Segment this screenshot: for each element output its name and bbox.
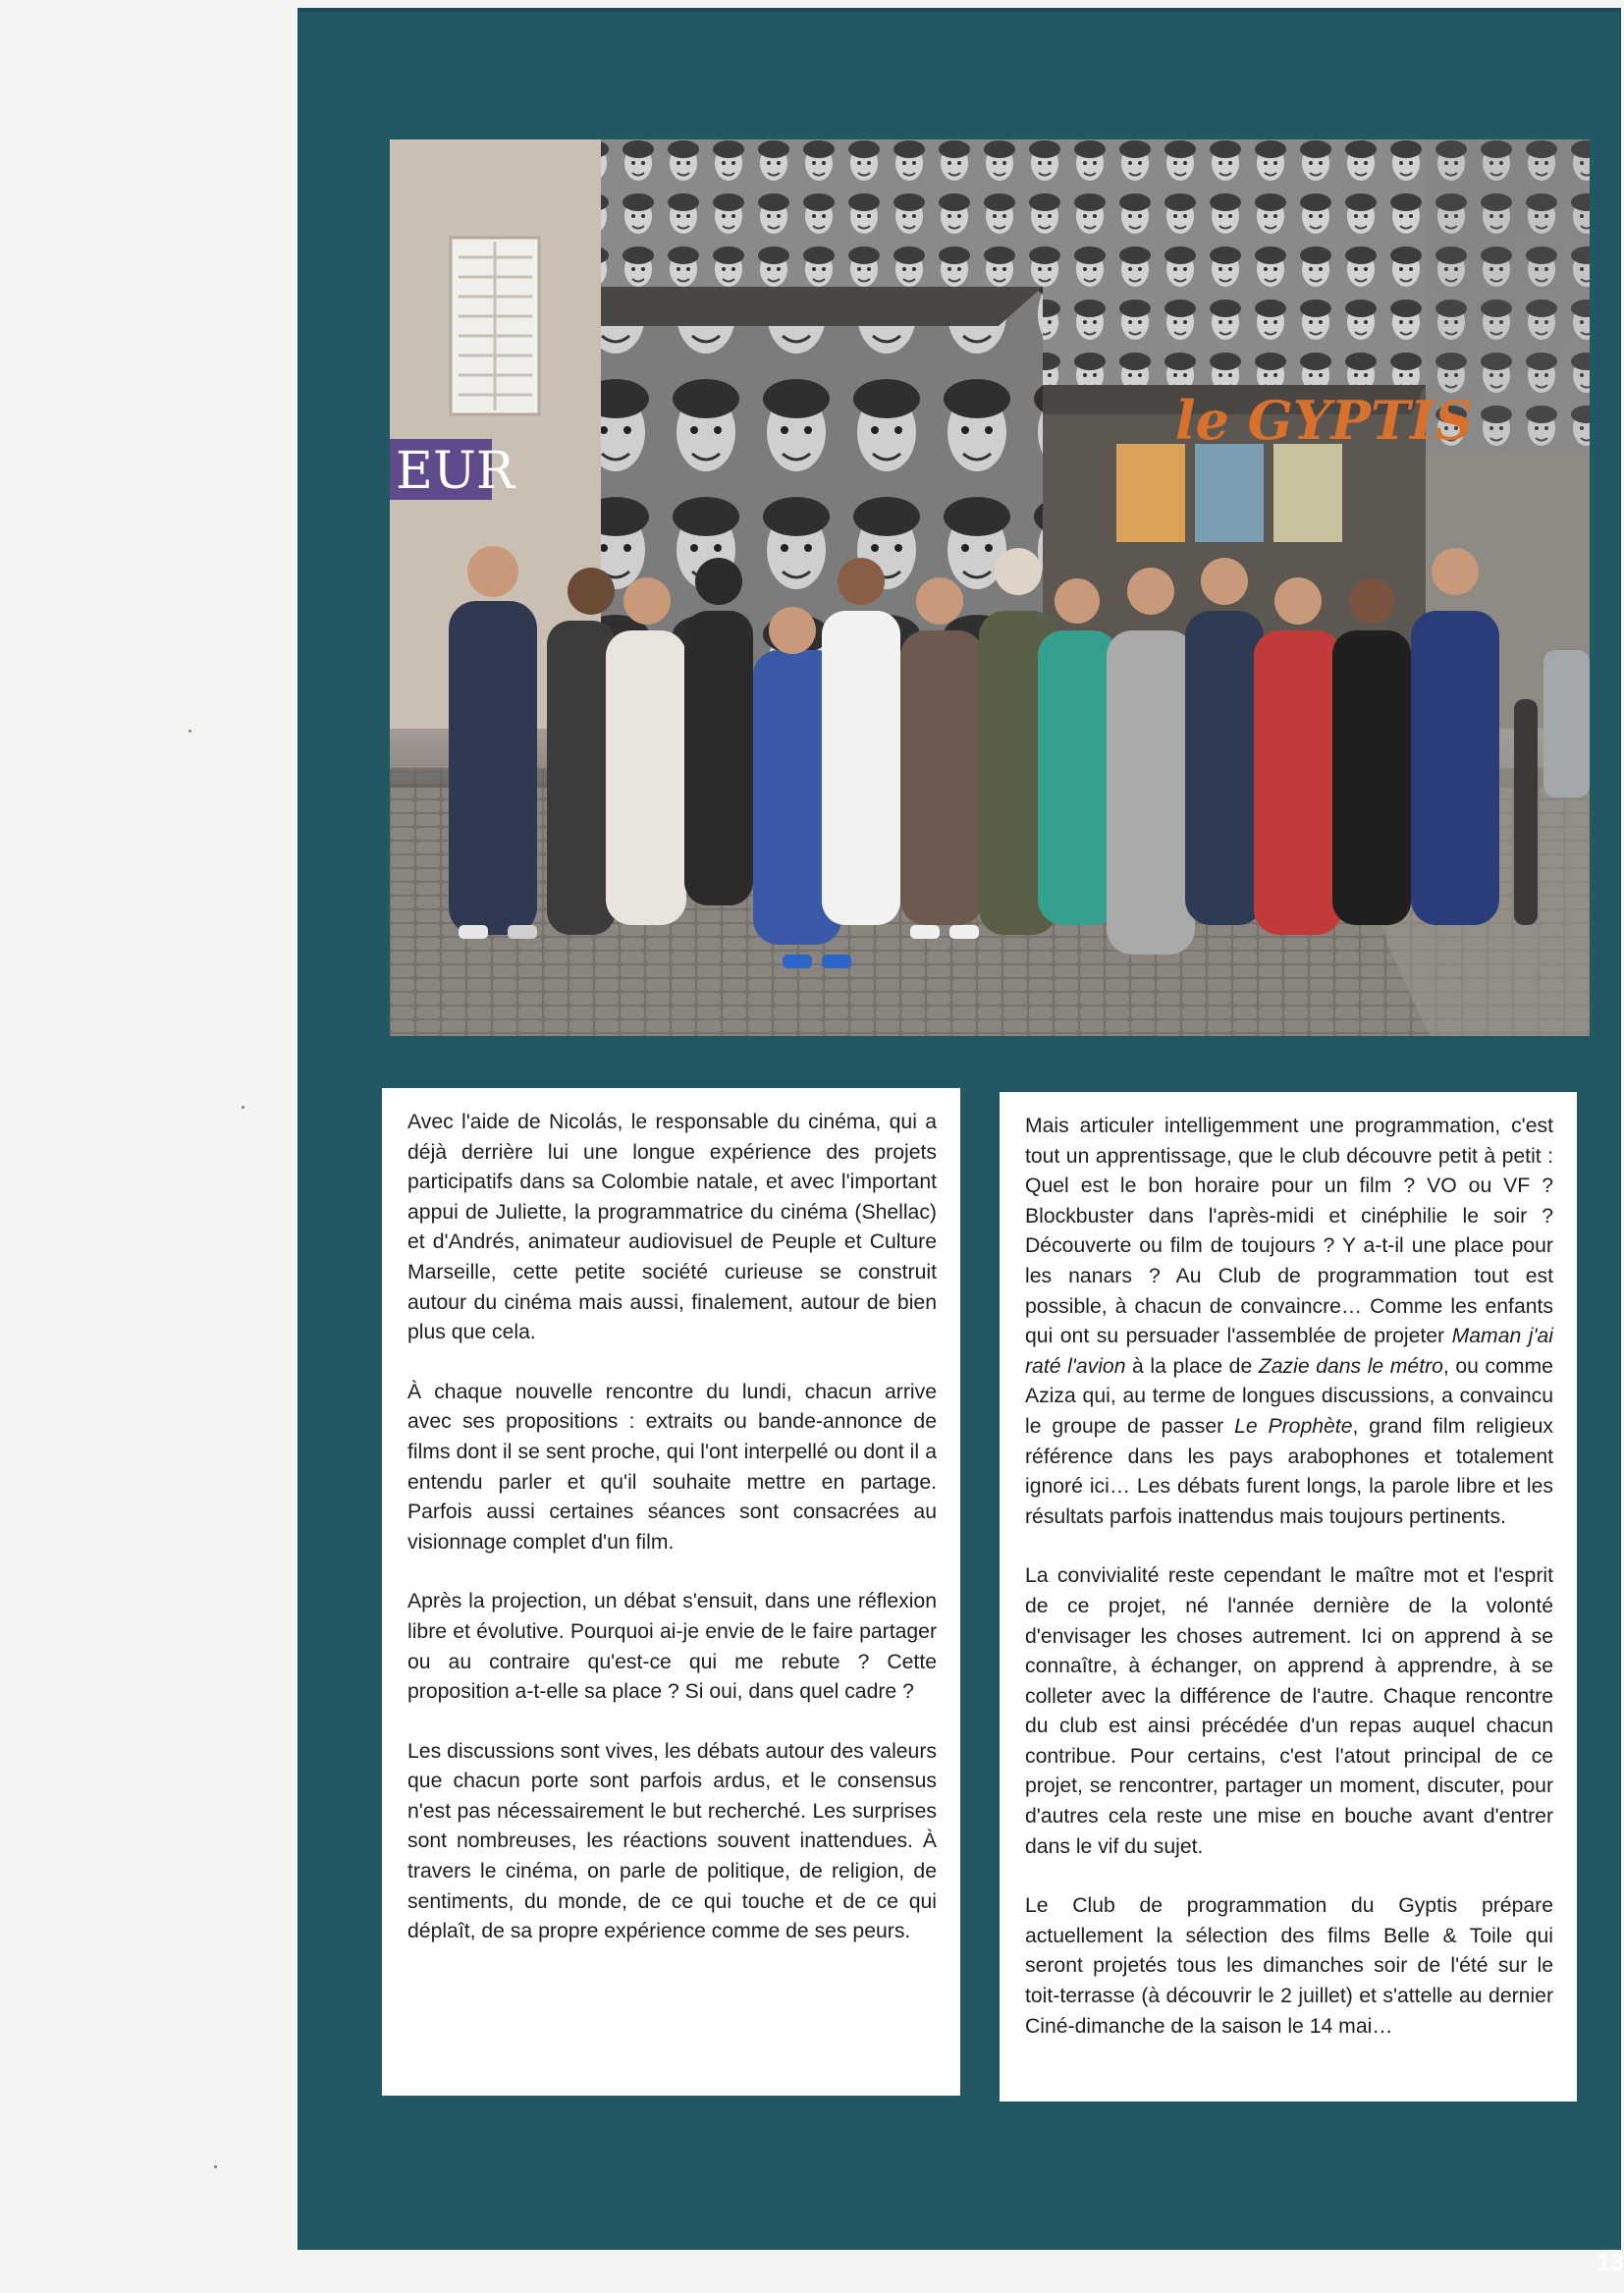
article-paragraph: À chaque nouvelle rencontre du lundi, chacun arrive avec ses propositions : extraits ou bande-annonce de films dont il se sent proche, qui l'ont interpellé ou dont il a entendu parler et qu'il souhaite mettre en partage. Parfois aussi certaines séances sont consacrées au visionnage complet d'un film. [407,1380,937,1554]
group-photo-illustration [390,139,1590,1036]
paragraph-text: , grand film religieux référence dans les pays arabophones et totalement ignoré ici… Les débats furent longs, la parole libre et les résultats parfois inattendus mais toujours pertinents. [1025,1414,1553,1528]
article-paragraph [1025,1112,1553,1532]
paper-speck [242,1106,244,1109]
paragraph-text: , ou comme Aziza qui, au terme de longues discussions, a convaincu le groupe de passer [1025,1354,1553,1438]
paragraph-text: Mais articuler intelligemment une programmation, c'est tout un apprentissage, que le club découvre petit à petit : Quel est le bon horaire pour un film ? VO ou VF ? Blockbuster dans l'après-midi et cinéphilie le soir ? Découverte ou film de toujours ? Y a-t-il une place pour les nanars ? Au Club de programmation tout est possible, à chacun de convaincre… Comme les enfants qui ont su persuader l'assemblée de projeter [1025,1115,1553,1348]
storefront-sign: EUR [396,442,514,501]
paper-speck [214,2165,217,2168]
article-paragraph: Les discussions sont vives, les débats autour des valeurs que chacun porte sont parfois ardus, et le consensus n'est pas nécessairement le but recherché. Les surprises sont nombreuses, les réactions souvent inattendues. À travers le cinéma, on parle de politique, de religion, de sentiments, du monde, de ce qui touche et de ce qui déplaît, de sa propre expérience comme de ses peurs. [407,1739,937,1943]
film-title: Maman j'ai raté l'avion [1025,1325,1553,1378]
film-title: Le Prophète [1234,1414,1353,1438]
paper-speck [189,730,191,733]
page-number: 13 [1597,2249,1624,2276]
article-paragraph: Après la projection, un débat s'ensuit, dans une réflexion libre et évolutive. Pourquoi ai-je envie de le faire partager ou au contraire qu'est-ce qui me rebute ? Cette proposition a-t-elle sa place ? Si oui, dans quel cadre ? [407,1590,937,1704]
article-column-left [382,1088,960,2096]
article-paragraph: Le Club de programmation du Gyptis prépare actuellement la sélection des films Belle & Toile qui seront projetés tous les dimanches soir de l'été sur le toit-terrasse (à découvrir le 2 juillet) et s'attelle au dernier Ciné-dimanche de la saison le 14 mai… [1025,1894,1553,2038]
paragraph-text: à la place de [1125,1354,1259,1378]
article-paragraph: La convivialité reste cependant le maître mot et l'esprit de ce projet, né l'année dernière de la volonté d'envisager les choses autrement. Ici on apprend à se connaître, à échanger, on apprend à apprendre, à se colleter avec la différence de l'autre. Chaque rencontre du club est ainsi précédée d'un repas auquel chacun contribue. Pour certains, c'est l'atout principal de ce projet, se rencontrer, partager un moment, discuter, pour d'autres cela reste une mise en bouche avant d'entrer dans le vif du sujet. [1025,1564,1553,1858]
group-photo [390,139,1590,1036]
article-column-right [1000,1092,1577,2102]
film-title: Zazie dans le métro [1258,1354,1443,1378]
article-paragraph: Avec l'aide de Nicolás, le responsable du cinéma, qui a déjà derrière lui une longue expérience des projets participatifs dans sa Colombie natale, et avec l'important appui de Juliette, la programmatrice du cinéma (Shellac) et d'Andrés, animateur audiovisuel de Peuple et Culture Marseille, cette petite société curieuse se construit autour du cinéma mais aussi, finalement, autour de bien plus que cela. [407,1111,937,1344]
cinema-sign: le GYPTIS [1175,389,1474,452]
